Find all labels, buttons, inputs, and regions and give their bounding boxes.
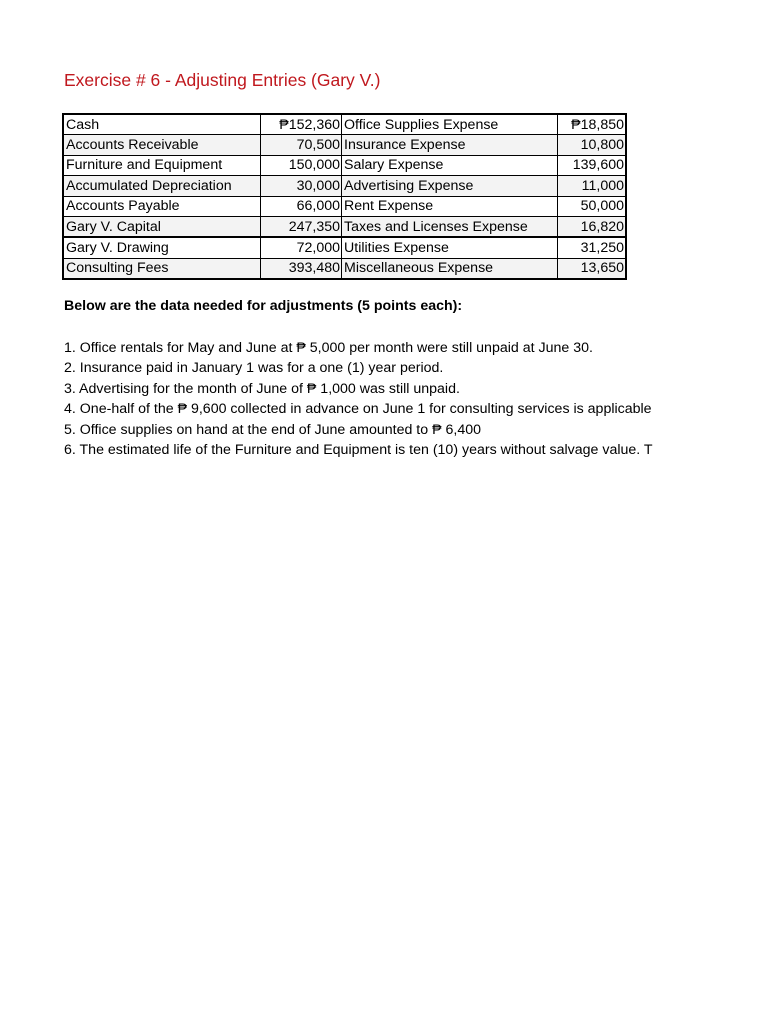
table-row [63,237,626,258]
expense-name-cell: Advertising Expense [342,176,558,196]
account-name-cell: Gary V. Capital [63,216,261,237]
expense-amount-cell: 16,820 [558,216,627,237]
list-item: 5. Office supplies on hand at the end of June amounted to ₱ 6,400 [64,421,481,438]
adjustments-list [64,338,714,460]
account-name-cell: Gary V. Drawing [63,237,261,258]
account-amount-cell: 393,480 [261,258,342,279]
expense-amount-cell: 50,000 [558,196,627,216]
expense-name-cell: Insurance Expense [342,135,558,155]
adjustments-heading: Below are the data needed for adjustments (5 points each): [64,298,463,314]
list-item: 1. Office rentals for May and June at ₱ 5,000 per month were still unpaid at June 30. [64,340,593,356]
expense-name-cell: Office Supplies Expense [342,114,558,135]
table-row [63,176,626,196]
expense-name-cell: Rent Expense [342,196,558,216]
account-amount-cell: 247,350 [261,216,342,237]
account-name-cell: Accounts Receivable [63,135,261,155]
account-amount-cell: 70,500 [261,135,342,155]
list-item: 4. One-half of the ₱ 9,600 collected in advance on June 1 for consulting services is applicable [64,401,652,418]
table-row [63,114,626,135]
expense-name-cell: Salary Expense [342,155,558,175]
account-name-cell: Accumulated Depreciation [63,176,261,196]
trial-balance-table [62,113,627,280]
expense-amount-cell: 11,000 [558,176,627,196]
expense-amount-cell: 31,250 [558,237,627,258]
expense-amount-cell: 139,600 [558,155,627,175]
expense-name-cell: Miscellaneous Expense [342,258,558,279]
account-amount-cell: 66,000 [261,196,342,216]
account-name-cell: Consulting Fees [63,258,261,279]
table-row [63,216,626,237]
expense-name-cell: Utilities Expense [342,237,558,258]
account-name-cell: Cash [63,114,261,135]
expense-amount-cell: ₱18,850 [558,114,627,135]
account-amount-cell: 150,000 [261,155,342,175]
account-amount-cell: ₱152,360 [261,114,342,135]
account-name-cell: Accounts Payable [63,196,261,216]
table-row [63,196,626,216]
table-row [63,135,626,155]
account-amount-cell: 30,000 [261,176,342,196]
page-title: Exercise # 6 - Adjusting Entries (Gary V.) [64,70,381,90]
expense-name-cell: Taxes and Licenses Expense [342,216,558,237]
expense-amount-cell: 10,800 [558,135,627,155]
account-name-cell: Furniture and Equipment [63,155,261,175]
list-item: 6. The estimated life of the Furniture and Equipment is ten (10) years without salvage value. T [64,441,653,458]
account-amount-cell: 72,000 [261,237,342,258]
list-item: 3. Advertising for the month of June of ₱ 1,000 was still unpaid. [64,380,460,397]
expense-amount-cell: 13,650 [558,258,627,279]
table-row [63,258,626,279]
table-row [63,155,626,175]
list-item: 2. Insurance paid in January 1 was for a one (1) year period. [64,360,444,377]
